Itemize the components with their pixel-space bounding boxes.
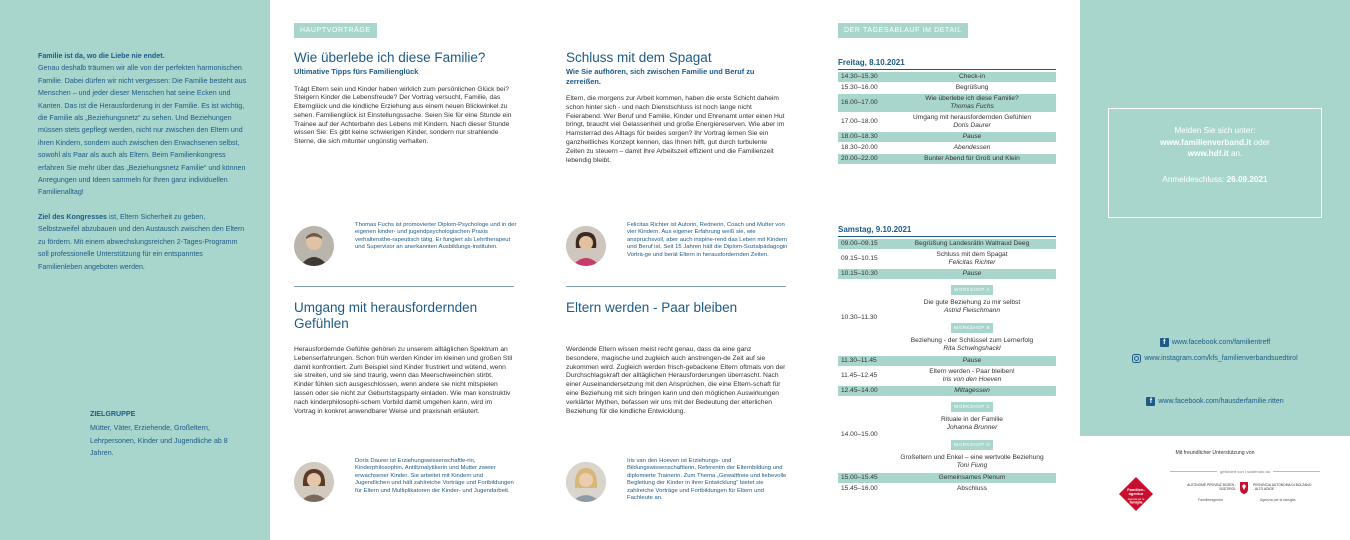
deadline-label: Anmeldeschluss:	[1162, 174, 1227, 184]
row-event	[888, 113, 1056, 131]
schedule-day-friday	[838, 58, 1056, 164]
event-title: Pause	[962, 357, 982, 364]
schedule-row	[838, 94, 1056, 112]
registration-box	[1108, 108, 1322, 218]
row-event	[888, 356, 1056, 366]
row-event	[888, 94, 1056, 112]
talk-title: Eltern werden - Paar bleiben	[566, 300, 738, 315]
schedule-row	[838, 83, 1056, 93]
row-event	[888, 154, 1056, 164]
event-speaker: Rita Schwingshackl	[943, 345, 1001, 352]
talk-title: Schluss mit dem Spagat	[566, 50, 712, 65]
logo-text-mid: agentur	[1128, 491, 1144, 496]
event-title: Mittagessen	[954, 387, 990, 394]
speaker-photo	[294, 462, 334, 502]
divider	[566, 286, 786, 287]
schedule-row	[838, 280, 1056, 355]
talk-subtitle: Ultimative Tipps fürs Familienglück	[294, 67, 419, 76]
row-time: 11.30–11.45	[838, 356, 888, 366]
event-title: Eltern werden - Paar bleiben!	[929, 368, 1015, 375]
an-text: an.	[1228, 149, 1243, 158]
talk-subtitle: Wie Sie aufhören, sich zwischen Familie und Beruf zu zerreißen.	[566, 67, 755, 86]
row-event	[888, 250, 1056, 268]
funded-by	[1170, 471, 1320, 477]
row-time: 11.45–12.45	[841, 372, 878, 379]
logo-text-top: Familien-	[1127, 487, 1145, 492]
goal-body: ist, Eltern Sicherheit zu geben, Selbstzweifel abzubauen und den Austausch zwischen den Eltern zu fördern. Mit einem abwechslungsreichen 2-Tages-Programm soll professionelle Unterstützung für ein entspanntes Familienleben angeboten werden.	[38, 212, 245, 271]
row-event	[888, 239, 1056, 249]
goal-lead: Ziel des Kongresses	[38, 212, 107, 221]
schedule-row	[838, 143, 1056, 153]
schedule-row	[838, 132, 1056, 142]
row-time: 09.15–10.15	[841, 255, 878, 262]
target-group-heading: ZIELGRUPPE	[90, 410, 136, 418]
row-time: 12.45–14.00	[838, 386, 888, 396]
event-speaker: Astrid Fleischmann	[943, 307, 1001, 314]
province-name-de: AUTONOME PROVINZ BOZEN - SÜDTIROL	[1187, 483, 1236, 491]
row-time: 10.30–11.30	[841, 313, 878, 321]
event-title: Schluss mit dem Spagat	[936, 251, 1008, 258]
schedule-badge: DER TAGESABLAUF IM DETAIL	[838, 23, 968, 38]
event-title: Bunter Abend für Groß und Klein	[924, 155, 1020, 162]
funded-by-text: gefördert von | sostenuto da	[1217, 469, 1273, 474]
schedule-row	[838, 250, 1056, 268]
schedule-row	[838, 484, 1056, 494]
schedule-row	[838, 239, 1056, 249]
row-time: 20.00–22.00	[838, 154, 888, 164]
facebook-icon: f	[1146, 397, 1155, 406]
row-event	[888, 397, 1056, 472]
talk-1	[294, 50, 514, 147]
event-title: Pause	[962, 270, 982, 277]
event-title: Begrüßung Landesrätin Waltraud Deeg	[914, 240, 1030, 247]
row-time: 18.30–20.00	[841, 144, 878, 151]
workshop-badge: WORKSHOP C	[951, 402, 993, 412]
event-title: Rituale in der Familie	[941, 416, 1003, 423]
sponsor-thanks: Mit freundlicher Unterstützung von	[1175, 450, 1255, 456]
event-title: Gemeinsames Plenum	[938, 474, 1006, 481]
intro-text	[38, 50, 248, 285]
event-speaker: Toni Fiung	[956, 462, 988, 469]
intro-body: Genau deshalb träumen wir alle von der perfekten harmonischen Familie. Dabei dürfen wir nicht vergessen: Die Familie besteht aus Menschen – und jeder dieser Menschen hat seine Ecken und Kanten. Das ist die Herausforderung in der Familie. Es ist wichtig, die Familie als „Beziehungsnetz“ zu sehen. Und Beziehungen müssen stets gepflegt werden, nicht nur zwischen den Eltern und ihren Kindern, sondern auch zwischen den Erwachsenen selbst, sowohl als Paar als auch als Eltern. Beim Familienkongress erfahren Sie mehr über das „Beziehungsnetz Familie“ und können Anregungen und Ideen sammeln für Ihren ganz individuellen Familienalltag!	[38, 64, 247, 197]
schedule-row	[838, 397, 1056, 472]
schedule-row	[838, 386, 1056, 396]
row-event	[888, 143, 1056, 153]
social-link-text[interactable]: www.facebook.com/familientreff	[1171, 339, 1271, 346]
talk-body: Herausfordernde Gefühle gehören zu unserem alltäglichen Spektrum an Lebenserfahrungen. Schon früh werden Kinder im kleinen und großen Stil damit konfrontiert. Zum Beispiel sind Kinder frustriert und wütend, wenn sie streiten, und sie sind traurig, wenn das Meerschweinchen stirbt. Kinder fühlen sich ausgeschlossen, wenn andere sie nicht mitspielen lassen oder sie nicht zur Geburtstagsparty einladen. Wie man konstruktiv nach kinderphilosophi-schem Vorbild damit umgehen kann, wird im Vortrag in konkret anwendbarer Weise und praxisnah erläutert.	[294, 346, 513, 415]
row-time: 15.30–16.00	[841, 84, 878, 91]
speaker-photo	[294, 226, 334, 266]
event-speaker: Johanna Brunner	[946, 424, 998, 431]
event-title: Großeltern und Enkel – eine wertvolle Beziehung	[900, 454, 1044, 461]
talk-body: Trägt Eltern sein und Kinder haben wirklich zum persönlichen Glück bei? Steigern Kinder die Lebensfreude? Der Vortrag versucht, Familie, das Elternglück und die kindliche Erziehung aus einem neuen Blickwinkel zu sehen. Familienglück ist Einstellungssache. Seien Sie für eine Stunde ein Trainee auf der Achterbahn des Lebens mit Kindern. Nach dieser Stunde wissen Sie: Es gibt keine schwierigen Kinder, sondern nur strahlende Sterne, die sich mitunter ungünstig verhalten.	[294, 85, 512, 146]
event-title: Abschluss	[956, 485, 988, 492]
row-time: 15.00–15.45	[838, 473, 888, 483]
agency-name-it: Agenzia per la famiglia	[1260, 498, 1296, 502]
logo-text-b1: Agenzia per la	[1127, 498, 1145, 501]
row-time: 10.15–10.30	[838, 269, 888, 279]
row-event	[888, 484, 1056, 494]
event-title: Check-in	[958, 73, 986, 80]
familienagentur-logo	[1118, 476, 1154, 514]
row-time: 17.00–18.00	[841, 118, 878, 125]
event-speaker: Felicitas Richter	[948, 259, 996, 266]
row-time: 18.00–18.30	[838, 132, 888, 142]
talk-title: Umgang mit herausfordernden Gefühlen	[294, 300, 478, 331]
intro-panel	[0, 0, 270, 540]
row-time: 09.00–09.15	[838, 239, 888, 249]
event-speaker: Iris von den Hoeven	[942, 376, 1002, 383]
schedule-panel	[810, 0, 1080, 540]
social-link-text[interactable]: www.facebook.com/hausderfamilie.ritten	[1158, 398, 1284, 405]
speaker-photo	[566, 462, 606, 502]
speaker-bio: Iris van den Hoeven ist Erziehungs- und Bildungswissenschaftlerin, Referentin der Elternbildung und diplomierte Trainerin. Zum Thema „Gewaltfreie und liebevolle Begleitung der Kinder in ihrer Entwicklung“ bietet sie zahlreiche Vorträge und Fortbildungen für Eltern und Fachleute an.	[627, 458, 787, 502]
event-title: Pause	[962, 133, 982, 140]
deadline	[1109, 174, 1321, 186]
event-title: Beziehung - der Schlüssel zum Lernerfolg	[910, 337, 1034, 344]
row-time: 15.45–16.00	[841, 485, 878, 492]
schedule-row	[838, 72, 1056, 82]
row-event	[888, 72, 1056, 82]
row-event	[888, 280, 1056, 355]
row-event	[888, 132, 1056, 142]
workshop-badge: WORKSHOP A	[951, 285, 993, 295]
row-event	[888, 386, 1056, 396]
workshop-badge: WORKSHOP D	[951, 440, 993, 450]
logo-text-b2: famiglia	[1129, 500, 1143, 505]
or-text: oder	[1251, 137, 1270, 147]
speaker-photo	[566, 226, 606, 266]
talk-2	[566, 50, 786, 165]
eagle-icon	[1239, 481, 1249, 495]
talks-panel	[270, 0, 810, 540]
row-event	[888, 367, 1056, 385]
link-familienverband[interactable]: www.familienverband.it	[1160, 137, 1252, 147]
schedule-day-saturday	[838, 225, 1056, 494]
row-time: 14.00–15.00	[841, 430, 878, 438]
day-title: Freitag, 8.10.2021	[838, 58, 1056, 70]
row-event	[888, 269, 1056, 279]
schedule-row	[838, 154, 1056, 164]
sponsor-area	[1080, 436, 1350, 540]
speaker-bio: Felicitas Richter ist Autorin, Rednerin, Coach und Mutter von vier Kindern. Aus eigener Erfahrung weiß sie, wie anspruchsvoll, aber auch inspirie-rend das Leben mit Kindern und Beruf ist. Seit 15 Jahren hält die Diplom-Sozialpädagogin Vorträ-ge und berät Eltern in herausfordernden Zeiten.	[627, 222, 788, 258]
social-facebook-familientreff[interactable]	[1080, 338, 1350, 347]
target-group-text: Mütter, Väter, Erziehende, Großeltern, Lehrpersonen, Kinder und Jugendliche ab 8 Jahren.	[90, 424, 228, 458]
event-speaker: Doris Daurer	[953, 122, 991, 129]
row-time: 14.30–15.30	[838, 72, 888, 82]
social-facebook-hausderfamilie[interactable]	[1080, 397, 1350, 406]
row-time: 16.00–17.00	[838, 94, 888, 112]
event-title: Wie überlebe ich diese Familie?	[925, 95, 1019, 102]
instagram-icon	[1132, 354, 1141, 363]
row-event	[888, 473, 1056, 483]
schedule-row	[838, 367, 1056, 385]
facebook-icon: f	[1160, 338, 1169, 347]
province-name-it: PROVINCIA AUTONOMA DI BOLZANO - ALTO ADIGE	[1253, 483, 1312, 491]
event-title: Die gute Beziehung zu mir selbst	[923, 299, 1021, 306]
target-group	[90, 408, 250, 460]
schedule-row	[838, 356, 1056, 366]
talk-body: Werdende Eltern wissen meist recht genau, dass da eine ganz besondere, magische und zugleich auch anstrengen-de Zeit auf sie zukommen wird. Zugleich werden frisch-gebackene Eltern oftmals von der Durchschlagskraft der alltäglichen Herausforderungen überrascht. Nach einer Auseinandersetzung mit den Ansprüchen, die eine Eltern-schaft für eine Beziehung mit sich bringen kann und den möglichen Auswirkungen verklärter Mythen, befassen wir uns mit der Bedeutung der elterlichen Beziehung für die kindliche Entwicklung.	[566, 346, 786, 415]
intro-lead: Familie ist da, wo die Liebe nie endet.	[38, 52, 165, 60]
social-link-text[interactable]: www.instagram.com/kfs_familienverbandsuedtirol	[1144, 355, 1298, 362]
schedule-row	[838, 473, 1056, 483]
talk-3	[294, 300, 514, 416]
talks-badge: HAUPTVORTRÄGE	[294, 23, 377, 38]
schedule-row	[838, 269, 1056, 279]
talk-body: Eltern, die morgens zur Arbeit kommen, haben die erste Schicht daheim schon hinter sich - und nach Dienstschluss ist noch lange nicht Feierabend. Wer Beruf und Familie, Kinder und Ehrenamt unter einen Hut bringt, braucht viel Gelassenheit und große Energiereserven. Wie aber im Hamsterrad des Alltags für beides sorgen? Ihr Vortrag lernen Sie ein ganzheitliches Konzept kennen, das Ihnen hilft, gut durch turbulente Zeiten zu steuern – damit Ihre Arbeitszeit effizient und die Familienzeit lebendig bleibt.	[566, 95, 785, 164]
deadline-date: 26.09.2021	[1226, 174, 1268, 184]
day-title: Samstag, 9.10.2021	[838, 225, 1056, 237]
divider	[294, 286, 514, 287]
event-title: Abendessen	[953, 144, 991, 151]
event-title: Begrüßung	[955, 84, 989, 91]
talk-title: Wie überlebe ich diese Familie?	[294, 50, 486, 65]
link-hdf[interactable]: www.hdf.it	[1187, 149, 1229, 158]
speaker-bio: Doris Daurer ist Erziehungswissenschaftle-rin, Kinderphilosophin, Antiltznalytikerin und Mutter zweier erwachsener Kinder. Sie arbeitet mit Kindern und Jugendlichen und hält zahlreiche Vorträge und Fortbildungen für Eltern und Multiplikatoren der Kinder- und Jugendarbeit.	[355, 458, 514, 494]
talk-4	[566, 300, 786, 416]
workshop-badge: WORKSHOP B	[951, 323, 993, 333]
row-event	[888, 83, 1056, 93]
speaker-bio: Thomas Fuchs ist promovierter Diplom-Psychologe und in der eigenen kinder- und jugendpsychologischen Praxis verhaltensthe-rapeutisch tätig. Er fungiert als Lehrtherapeut und Supervisor an anerkannten Ausbildungs-instituten.	[355, 222, 517, 251]
event-speaker: Thomas Fuchs	[950, 103, 994, 110]
social-instagram[interactable]	[1080, 354, 1350, 363]
registration-line: Melden Sie sich unter:	[1174, 126, 1256, 135]
agency-name-de: Familienagentur	[1198, 498, 1224, 502]
schedule-row	[838, 113, 1056, 131]
event-title: Umgang mit herausfordernden Gefühlen	[912, 114, 1032, 121]
registration-panel	[1080, 0, 1350, 540]
